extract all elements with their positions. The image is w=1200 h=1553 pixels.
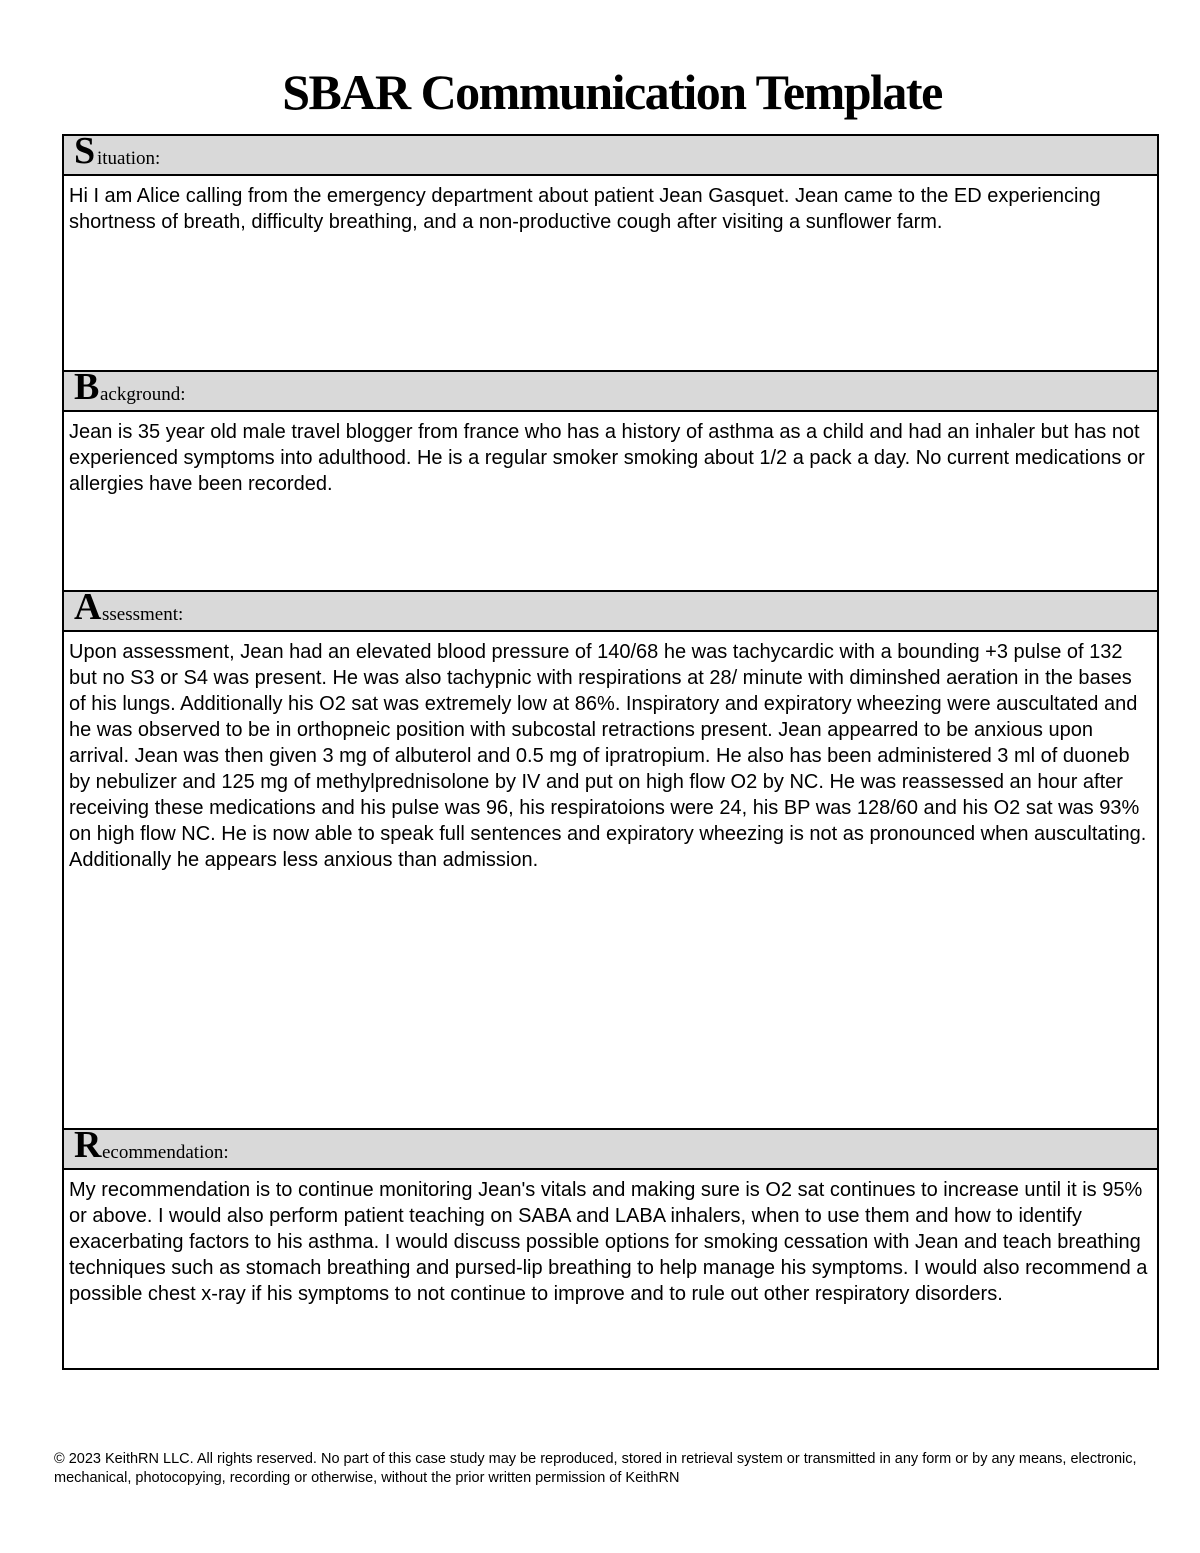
assessment-text: Upon assessment, Jean had an elevated blood pressure of 140/68 he was tachycardic with a bounding +3 pulse of 132 but no S3 or S4 was present. He was also tachypnic with respirations at 28/ minute with diminshed aeration in the bases of his lungs. Additionally his O2 sat was extremely low at 86%. Inspiratory and expiratory wheezing were auscultated and he was observed to be in orthopneic position with subcostal retractions present. Jean appearred to be anxious upon arrival. Jean was then given 3 mg of albuterol and 0.5 mg of ipratropium. He also has been administered 3 ml of duoneb by nebulizer and 125 mg of methylprednisolone by IV and put on high flow O2 by NC. He was reassessed an hour after receiving these medications and his pulse was 96, his respiratoions were 24, his BP was 128/60 and his O2 sat was 93% on high flow NC. He is now able to speak full sentences and expiratory wheezing is not as pronounced when auscultating. Additionally he appears less anxious than admission. (64, 632, 1157, 1130)
assessment-label: ssessment: (102, 604, 184, 625)
situation-header (64, 130, 1157, 176)
assessment-initial: A (74, 586, 102, 628)
background-initial: B (74, 366, 100, 408)
sbar-form (62, 130, 1159, 1370)
situation-text: Hi I am Alice calling from the emergency department about patient Jean Gasquet. Jean came to the ED experiencing shortness of breath, difficulty breathing, and a non-productive cough after visiting a sunflower farm. (64, 176, 1157, 372)
background-header (64, 366, 1157, 412)
background-text: Jean is 35 year old male travel blogger from france who has a history of asthma as a child and had an inhaler but has not experienced symptoms into adulthood. He is a regular smoker smoking about 1/2 a pack a day. No current medications or allergies have been recorded. (64, 412, 1157, 592)
recommendation-text: My recommendation is to continue monitoring Jean's vitals and making sure is O2 sat continues to increase until it is 95% or above. I would also perform patient teaching on SABA and LABA inhalers, when to use them and how to identify exacerbating factors to his asthma. I would discuss possible options for smoking cessation with Jean and teach breathing techniques such as stomach breathing and pursed-lip breathing to help manage his symptoms. I would also recommend a possible chest x-ray if his symptoms to not continue to improve and to rule out other respiratory disorders. (69, 1179, 1148, 1305)
assessment-header (64, 586, 1157, 632)
situation-label: ituation: (97, 148, 161, 169)
recommendation-header (64, 1124, 1157, 1170)
background-label: ackground: (100, 384, 186, 405)
recommendation-label: ecommendation: (102, 1142, 229, 1163)
recommendation-initial: R (74, 1124, 102, 1166)
situation-initial: S (74, 130, 96, 172)
copyright-footer: © 2023 KeithRN LLC. All rights reserved. No part of this case study may be reproduced, stored in retrieval system or transmitted in any form or by any means, electronic, mechanical, photocopying, recording or otherwise, without the prior written permission of KeithRN (54, 1451, 1137, 1486)
page-title: SBAR Communication Template (282, 64, 942, 120)
